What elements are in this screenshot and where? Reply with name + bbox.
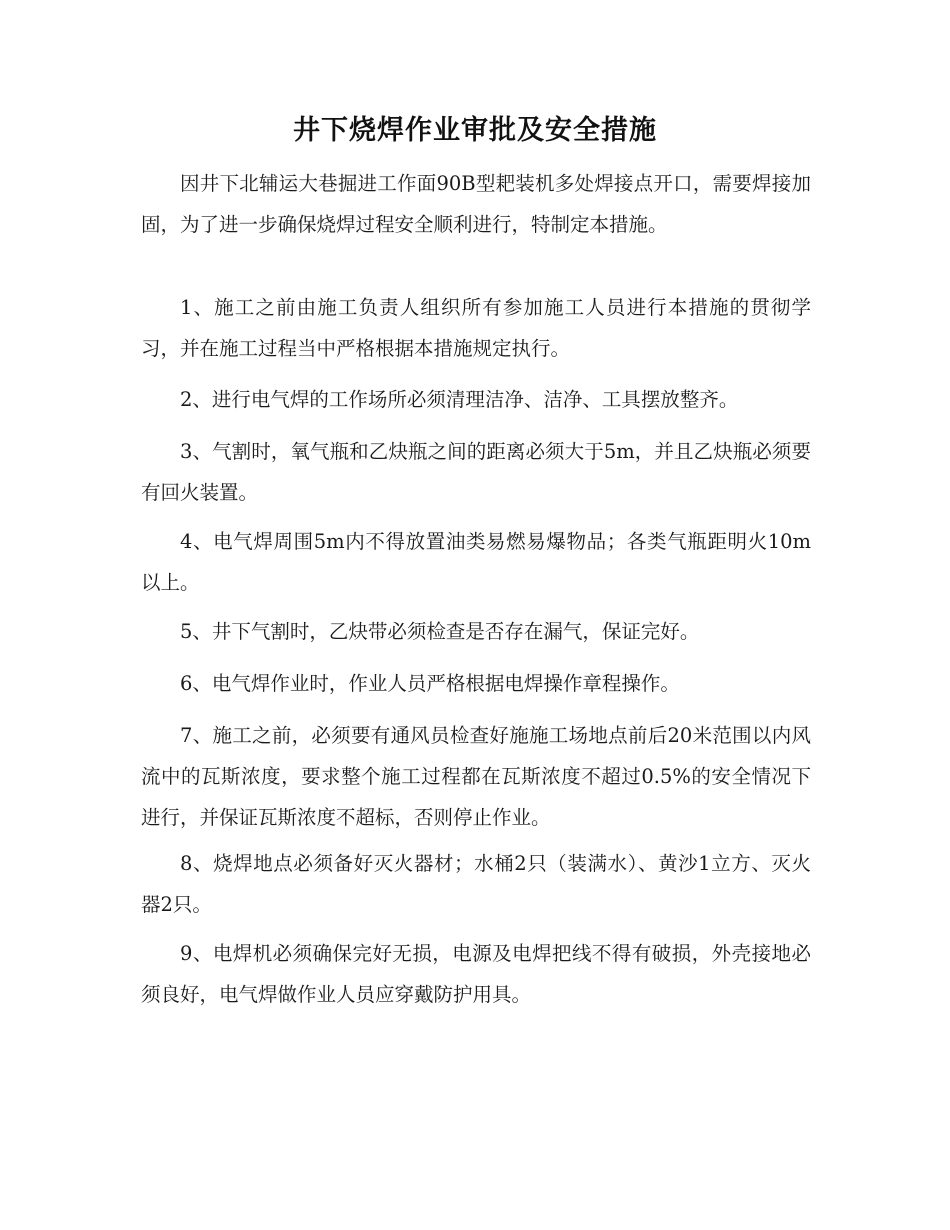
document-title: 井下烧焊作业审批及安全措施	[293, 115, 657, 146]
measure-item-9: 9、电焊机必须确保完好无损，电源及电焊把线不得有破损，外壳接地必须良好，电气焊做作业人员应穿戴防护用具。	[141, 942, 811, 1006]
intro-paragraph: 因井下北辅运大巷掘进工作面90B型耙装机多处焊接点开口，需要焊接加固，为了进一步确保烧焊过程安全顺利进行，特制定本措施。	[141, 172, 811, 236]
measure-item-1: 1、施工之前由施工负责人组织所有参加施工人员进行本措施的贯彻学习，并在施工过程当中严格根据本措施规定执行。	[141, 296, 811, 360]
measure-item-4: 4、电气焊周围5m内不得放置油类易燃易爆物品；各类气瓶距明火10m以上。	[141, 530, 811, 594]
measure-item-8: 8、烧焊地点必须备好灭火器材；水桶2只（装满水）、黄沙1立方、灭火器2只。	[141, 852, 811, 916]
measure-item-7: 7、施工之前，必须要有通风员检查好施施工场地点前后20米范围以内风流中的瓦斯浓度，要求整个施工过程都在瓦斯浓度不超过0.5%的安全情况下进行，并保证瓦斯浓度不超标，否则停止作业。	[141, 724, 811, 829]
measure-item-5: 5、井下气割时，乙炔带必须检查是否存在漏气，保证完好。	[180, 620, 700, 643]
measure-item-3: 3、气割时，氧气瓶和乙炔瓶之间的距离必须大于5m，并且乙炔瓶必须要有回火装置。	[141, 440, 811, 504]
measure-item-2: 2、进行电气焊的工作场所必须清理洁净、洁净、工具摆放整齐。	[180, 388, 739, 411]
measure-item-6: 6、电气焊作业时，作业人员严格根据电焊操作章程操作。	[180, 672, 680, 695]
